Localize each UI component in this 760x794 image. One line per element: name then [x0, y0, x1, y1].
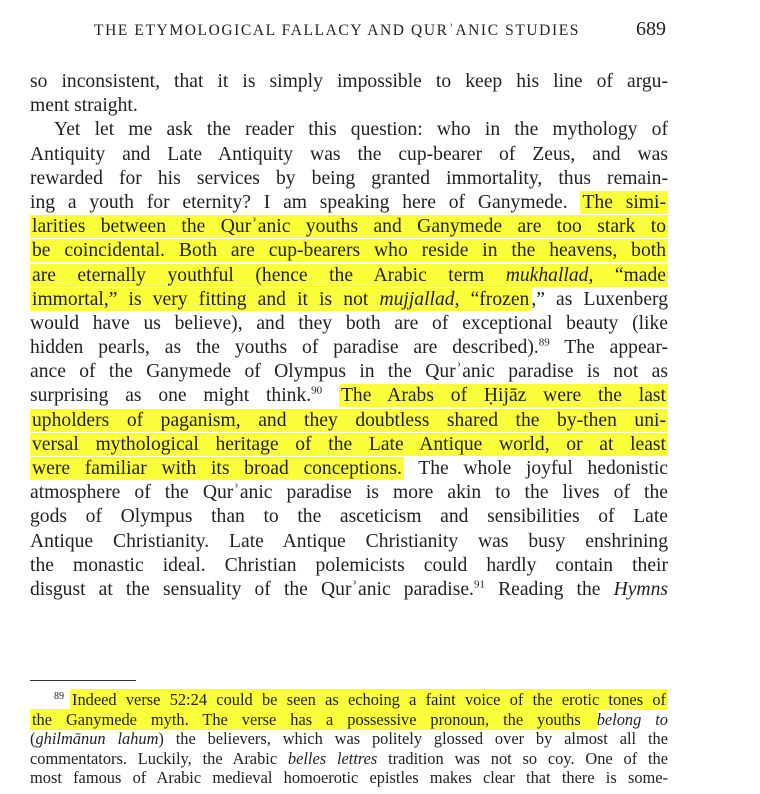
footnote-line — [30, 768, 668, 788]
text-line — [30, 554, 668, 578]
text-line — [30, 191, 668, 215]
text-span: Reading the — [484, 578, 614, 600]
footnote-line — [30, 729, 668, 749]
highlight — [30, 288, 531, 311]
text-span: , “made — [588, 264, 666, 286]
italic-term: mukhallad — [505, 264, 589, 286]
text-line — [30, 336, 668, 360]
text-line — [30, 239, 668, 263]
text-span: hidden pearls, as the youths of paradise are described). — [30, 337, 539, 359]
footnote-line — [30, 710, 668, 730]
text-span: The appear- — [549, 337, 668, 359]
text-line — [30, 360, 668, 384]
italic-term: belles lettres — [287, 748, 378, 768]
text-span: disgust at the sensuality of the Qurʾanic paradise. — [30, 578, 474, 600]
text-span: ance of the Ganymede of Olympus in the Qurʾanic paradise is not as — [30, 361, 668, 383]
text-span: rewarded for his services by being granted immortality, thus remain- — [30, 167, 668, 189]
text-span: immortal,” is very fitting and it is not — [32, 288, 380, 310]
footnote-rule — [30, 680, 136, 681]
footnote-line — [30, 690, 668, 710]
highlight: the Ganymede myth. The verse has a possessive pronoun, the youths — [32, 709, 595, 729]
text-line — [30, 578, 668, 602]
text-span: ,” as Luxenberg — [531, 288, 668, 310]
text-span: atmosphere of the Qurʾanic paradise is more akin to the lives of the — [30, 482, 668, 504]
highlight: The Arabs of Ḥijāz were the last — [340, 385, 666, 407]
text-line — [30, 94, 668, 118]
text-line — [30, 433, 668, 457]
text-line — [30, 118, 668, 142]
text-line — [30, 264, 668, 288]
text-span: Yet let me ask the reader this question: who in the mythology of — [54, 119, 668, 141]
text-line — [30, 530, 668, 554]
italic-term: Hymns — [613, 578, 668, 600]
highlight: were familiar with its broad conceptions. — [32, 458, 402, 479]
text-line — [30, 457, 668, 481]
body-text — [30, 70, 668, 602]
text-line — [30, 143, 668, 167]
text-span: , “frozen — [454, 288, 530, 310]
footnote-ref[interactable]: 90 — [311, 384, 323, 397]
footnote-ref[interactable]: 91 — [473, 578, 485, 591]
text-line — [30, 215, 668, 239]
text-span: are eternally youthful (hence the Arabic term — [32, 264, 506, 286]
text-span: gods of Olympus than to the asceticism and sensibilities of Late — [30, 506, 668, 528]
text-span: would have us believe), and they both are of exceptional beauty (like — [30, 312, 668, 334]
text-line — [30, 70, 668, 94]
text-line — [30, 312, 668, 336]
text-span: ing a youth for eternity? I am speaking here of Ganymede. — [30, 191, 568, 213]
text-span: most famous of Arabic medieval homoerotic epistles makes clear that there is some- — [30, 768, 668, 788]
running-title: THE ETYMOLOGICAL FALLACY AND QURʾANIC STUDIES — [94, 22, 581, 39]
footnote-line — [30, 749, 668, 769]
footnote-ref[interactable]: 89 — [538, 336, 550, 349]
text-line — [30, 167, 668, 191]
footnote-marker: 89 — [54, 690, 64, 702]
highlight: upholders of paganism, and they doubtless shared the by-then uni- — [32, 409, 666, 431]
highlight: The simi- — [582, 191, 667, 213]
text-span: the monastic ideal. Christian polemicists could hardly contain their — [30, 554, 668, 576]
text-line — [30, 288, 668, 312]
text-span: Antique Christianity. Late Antique Christianity was busy enshrining — [30, 530, 668, 552]
highlight: versal mythological heritage of the Late Antique world, or at least — [32, 433, 666, 455]
highlight: be coincidental. Both are cup-bearers who reside in the heavens, both — [32, 240, 666, 262]
text-line — [30, 409, 668, 433]
text-line — [30, 384, 668, 408]
highlight: larities between the Qurʾanic youths and Ganymede are too stark to — [32, 216, 666, 238]
text-span: The whole joyful hedonistic — [403, 458, 668, 479]
running-header — [94, 16, 668, 46]
text-line — [30, 481, 668, 505]
text-line — [30, 505, 668, 529]
footnote-block — [30, 690, 668, 788]
page-number: 689 — [636, 18, 666, 40]
text-span: surprising as one might think. — [30, 385, 312, 407]
italic-term: mujjallad — [379, 288, 455, 310]
italic-term: belong to — [596, 709, 668, 729]
text-span: commentators. Luckily, the Arabic — [30, 748, 288, 768]
text-span: so inconsistent, that it is simply impossible to keep his line of argu- — [30, 71, 668, 92]
text-span: tradition was not so coy. One of the — [377, 748, 668, 768]
text-span: ( — [30, 729, 36, 749]
text-span: ) the believers, which was politely glossed over by almost all the — [158, 729, 668, 749]
italic-term: ghilmānun lahum — [35, 729, 159, 749]
text-span: Antiquity and Late Antiquity was the cup-bearer of Zeus, and was — [30, 143, 668, 165]
highlight — [30, 264, 668, 287]
text-span: ment straight. — [30, 95, 138, 117]
highlight: Indeed verse 52:24 could be seen as echoing a faint voice of the erotic tones of — [72, 690, 666, 709]
